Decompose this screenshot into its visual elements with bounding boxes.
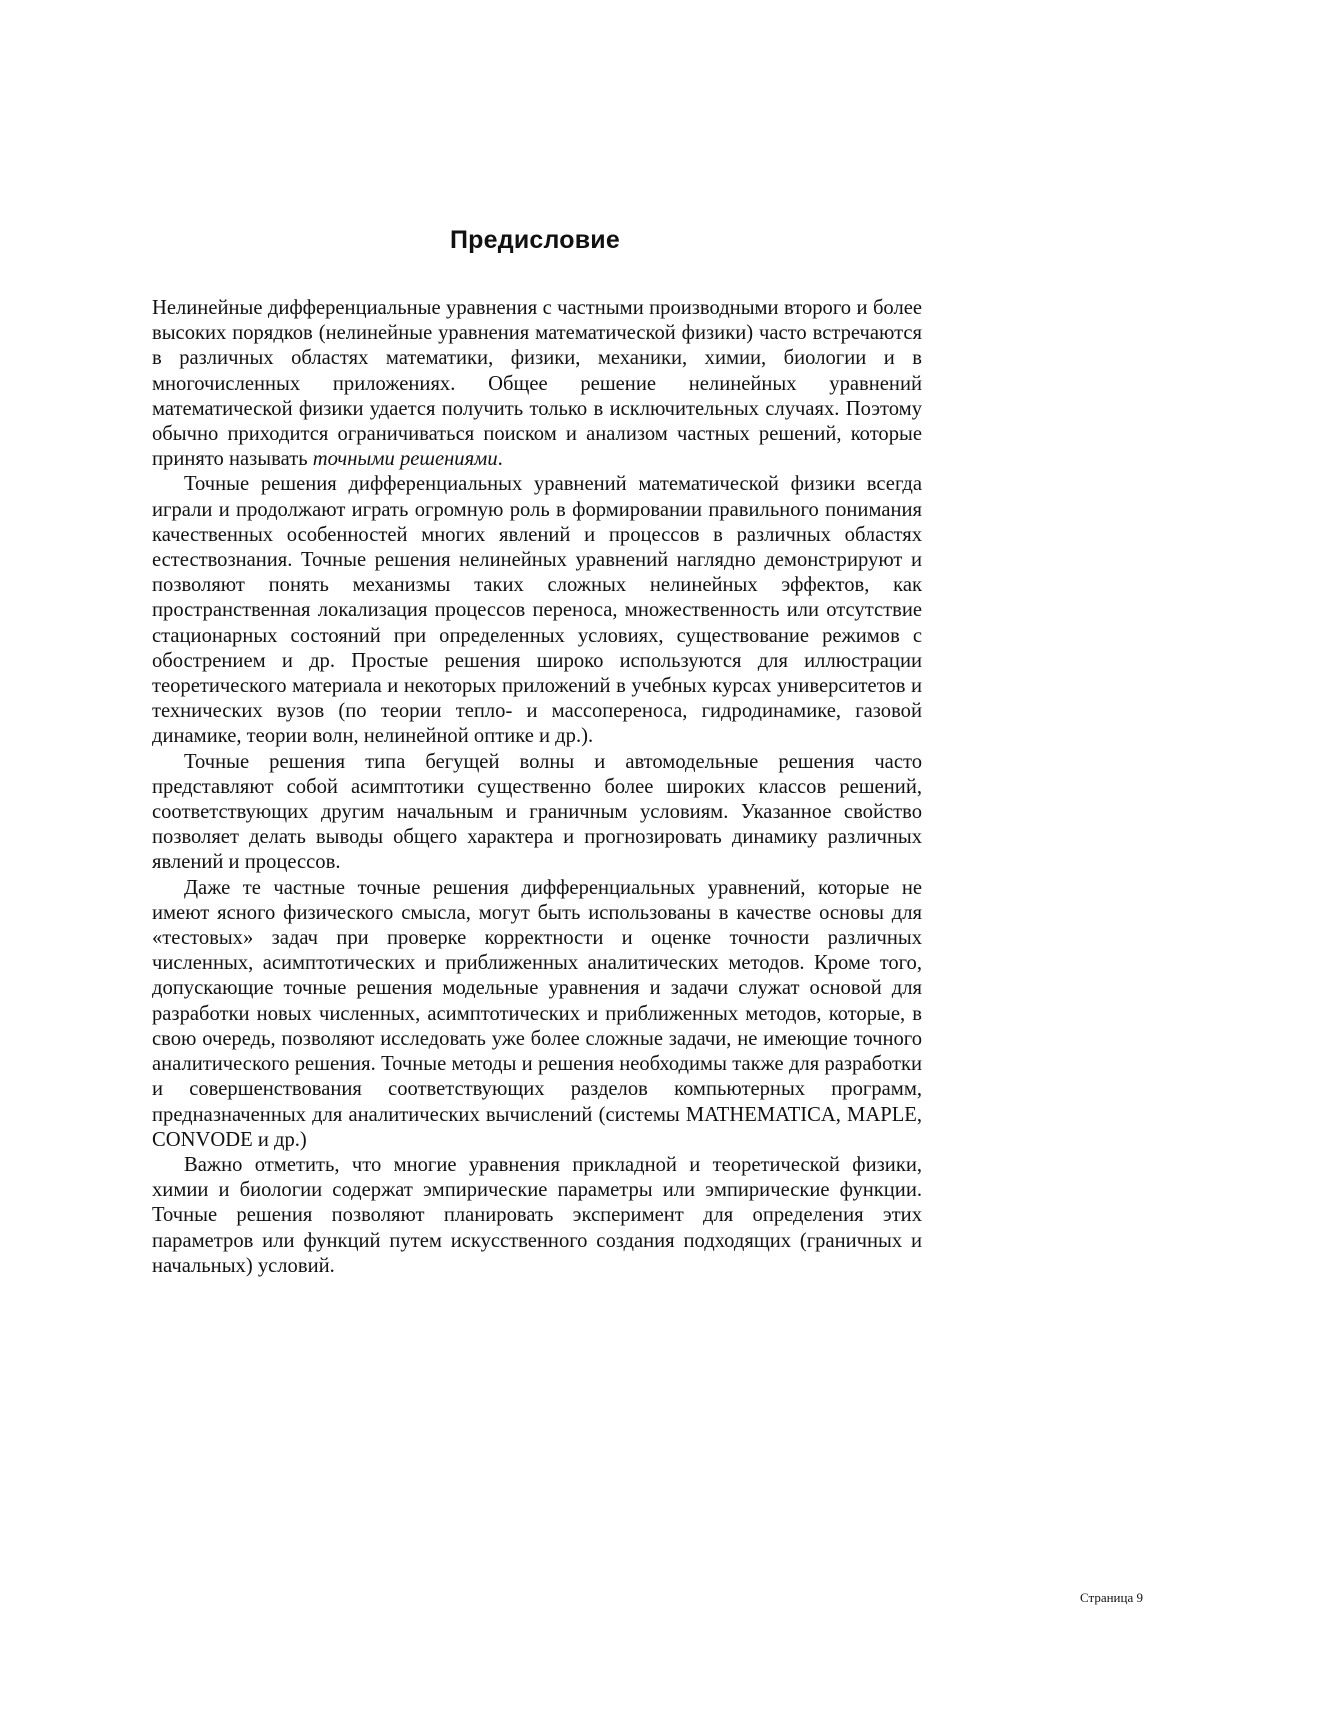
paragraph-1-emphasis: точными решениями [312,448,498,471]
paragraph-3: Точные решения типа бегущей волны и автомодельные решения часто представляют собой асимптотики существенно более широких классов решений, соответствующих другим начальным и граничным условиям. Указанное свойство позволяет делать выводы общего характера и прогнозировать динамику различных явлений и процессов. [152,750,922,874]
page-title: Предисловие [450,226,620,254]
paragraph-4: Даже те частные точные решения дифференциальных уравнений, которые не имеют ясного физического смысла, могут быть использованы в качестве основы для «тестовых» задач при проверке корректности и оценке точности различных численных, асимптотических и приближенных аналитических методов. Кроме того, допускающие точные решения модельные уравнения и задачи служат основой для разработки новых численных, асимптотических и приближенных методов, которые, в свою очередь, позволяют исследовать уже более сложные задачи, не имеющие точного аналитического решения. Точные методы и решения необходимы также для разработки и совершенствования соответствующих разделов компьютерных программ, предназначенных для аналитических вычислений (системы MATHEMATICA, MAPLE, CONVODE и др.) [152,876,922,1151]
body-text [152,296,922,1279]
paragraph-2: Точные решения дифференциальных уравнений математической физики всегда играли и продолжают играть огромную роль в формировании правильного понимания качественных особенностей многих явлений и процессов в различных областях естествознания. Точные решения нелинейных уравнений наглядно демонстрируют и позволяют понять механизмы таких сложных нелинейных эффектов, как пространственная локализация процессов переноса, множественность или отсутствие стационарных состояний при определенных условиях, существование режимов с обострением и др. Простые решения широко используются для иллюстрации теоретического материала и некоторых приложений в учебных курсах университетов и технических вузов (по теории тепло- и массопереноса, гидродинамике, газовой динамике, теории волн, нелинейной оптике и др.). [152,473,922,748]
paragraph-1 [152,296,922,472]
paragraph-5: Важно отметить, что многие уравнения прикладной и теоретической физики, химии и биологии содержат эмпирические параметры или эмпирические функции. Точные решения позволяют планировать эксперимент для определения этих параметров или функций путем искусственного создания подходящих (граничных и начальных) условий. [152,1153,922,1277]
paragraph-1-text: Нелинейные дифференциальные уравнения с частными производными второго и более высоких порядков (нелинейные уравнения математической физики) часто встречаются в различных областях математики, физики, механики, химии, биологии и в многочисленных приложениях. Общее решение нелинейных уравнений математической физики удается получить только в исключительных случаях. Поэтому обычно приходится ограничиваться поиском и анализом частных решений, которые принято называть [152,297,922,471]
page-number: Страница 9 [1079,1590,1143,1605]
paragraph-1-end: . [497,448,503,471]
